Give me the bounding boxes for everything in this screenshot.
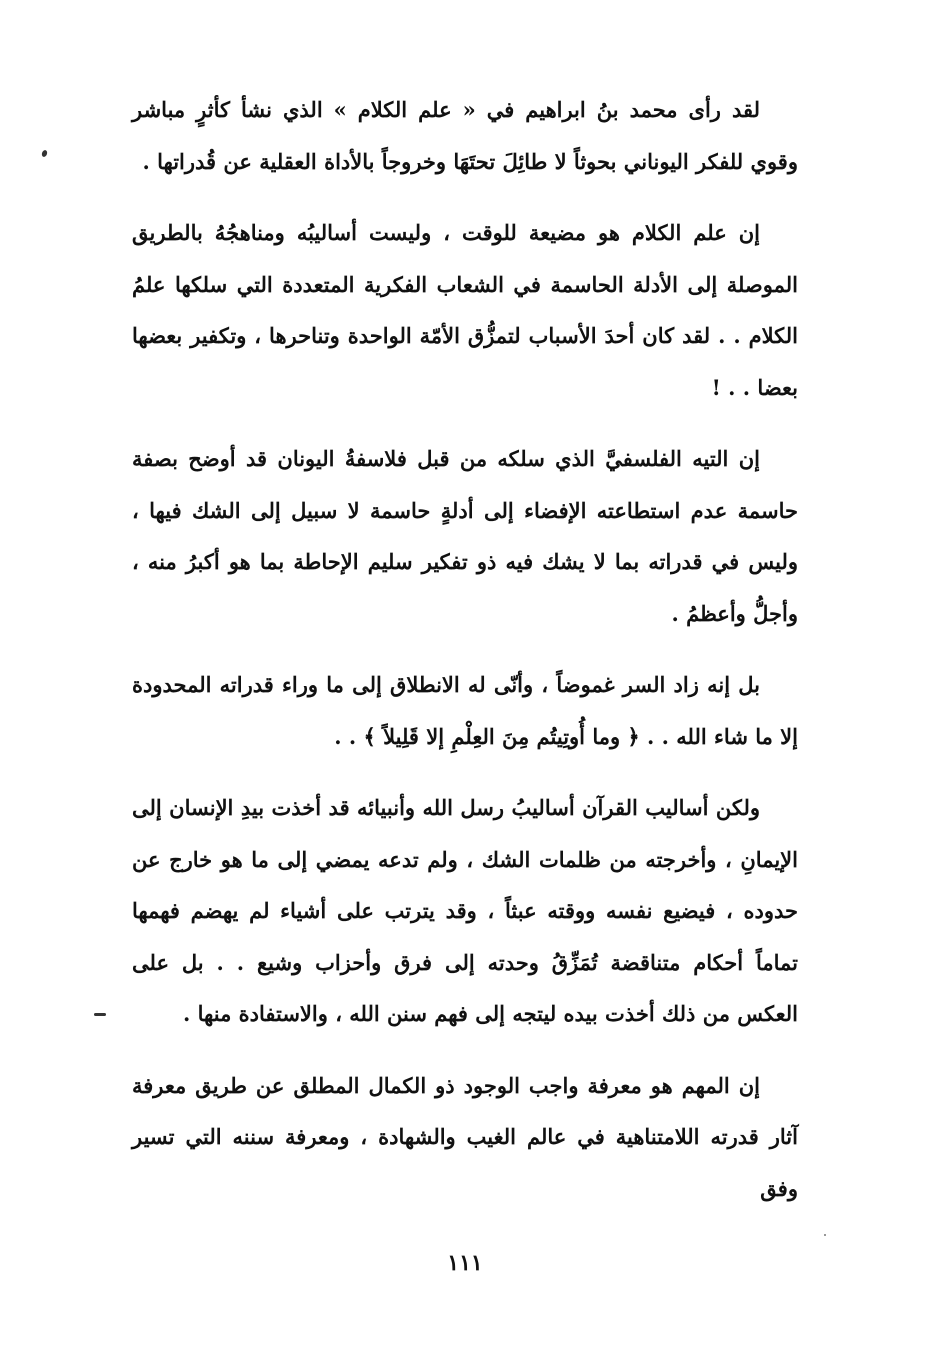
paragraph: إن المهم هو معرفة واجب الوجود ذو الكمال المطلق عن طريق معرفة آثار قدرته اللامتناهية في عالم الغيب والشهادة ، ومعرفة سننه التي تسير وفق bbox=[132, 1072, 798, 1201]
paragraph: لقد رأى محمد بنُ ابراهيم في « علم الكلام » الذي نشأ كأثرٍ مباشر وقوي للفكر اليوناني بحوثاً لا طائِلَ تحتَهَا وخروجاً بالأداة العقلية عن قُدراتها . bbox=[132, 97, 798, 174]
scan-speck bbox=[824, 1234, 826, 1236]
paragraph: إن علم الكلام هو مضيعة للوقت ، وليست أساليبُه ومناهجُهُ بالطريق الموصلة إلى الأدلة الحاسمة في الشعاب الفكرية المتعددة التي سلكها علمُ الكلام . . لقد كان أحدَ الأسباب لتمزُّق الأمّة الواحدة وتناحرها ، وتكفير بعضها بعضا . . ! bbox=[132, 220, 798, 400]
body-text bbox=[132, 84, 798, 1214]
paragraph: بل إنه زاد السر غموضاً ، وأنّى له الانطلاق إلى ما وراء قدراته المحدودة إلا ما شاء الله . . ﴿ وما أُوتِيتُم مِنَ العِلْمِ إلا قَلِيلاً ﴾ . . bbox=[132, 672, 798, 749]
page-number: ١١١ bbox=[447, 1250, 483, 1276]
paragraph: ولكن أساليب القرآن أساليبُ رسل الله وأنبيائه قد أخذت بيدِ الإنسان إلى الإيمانِ ، وأخرجته من ظلمات الشك ، ولم تدعه يمضي إلى ما هو خارج عن حدوده ، فيضيع نفسه ووقته عبثاً ، وقد يترتب على أشياء لم يهضم فهمها تماماً أحكام متناقضة تُمَزِّقُ وحدته إلى فرق وأحزاب وشيع . . بل على العكس من ذلك أخذت بيده ليتجه إلى فهم سنن الله ، والاستفادة منها . bbox=[132, 795, 798, 1026]
paragraph: إن التيه الفلسفيَّ الذي سلكه من قبل فلاسفةُ اليونان قد أوضح بصفة حاسمة عدم استطاعته الإفضاء إلى أدلةٍ حاسمة لا سبيل إلى الشك فيها ، وليس في قدراته بما لا يشك فيه ذو تفكير سليم الإحاطة بما هو أكبرُ منه ، وأجلُّ وأعظمُ . bbox=[132, 446, 798, 626]
scan-speck bbox=[41, 149, 48, 157]
scan-speck bbox=[94, 1013, 106, 1016]
